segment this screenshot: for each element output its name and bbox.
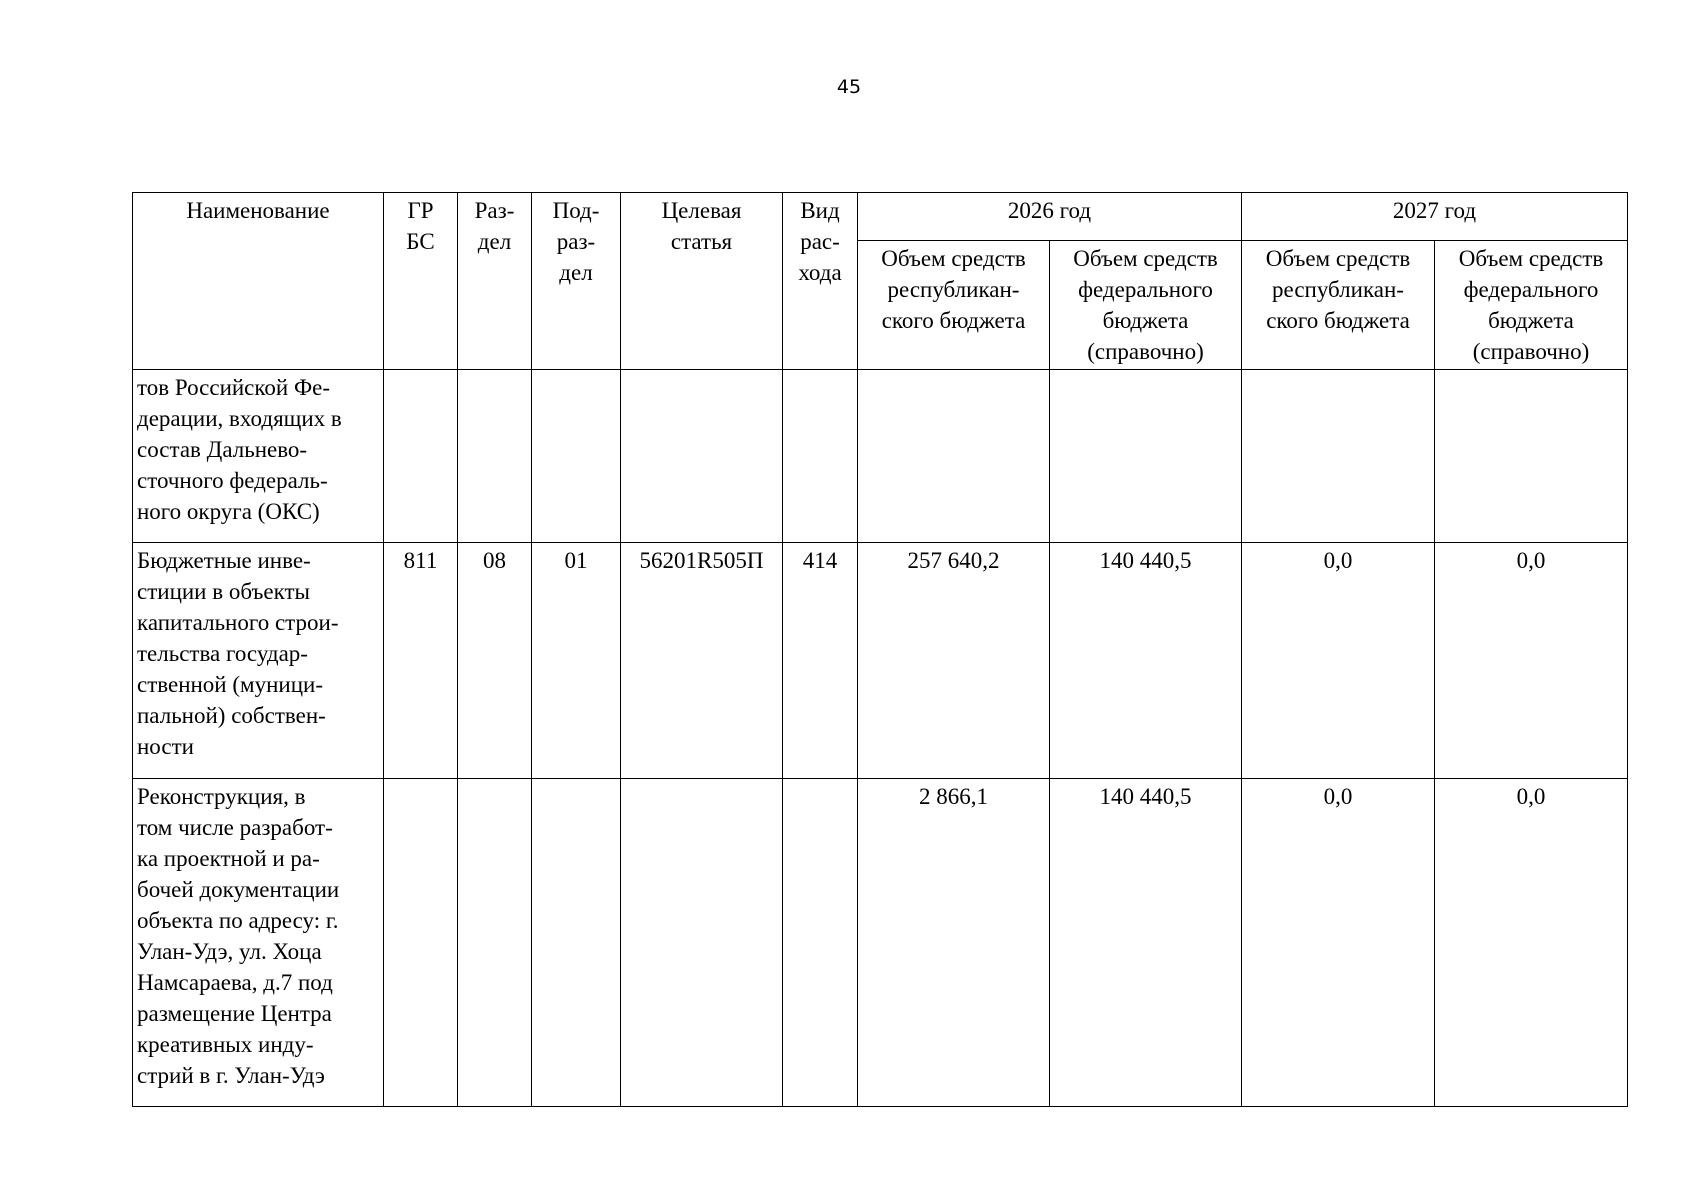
podrazdel-cell <box>532 779 621 1107</box>
razdel-cell: 08 <box>458 543 532 779</box>
header-podrazdel: Под- раз- дел <box>532 193 621 370</box>
vid-raskhoda-cell: 414 <box>783 543 858 779</box>
header-2026-federal: Объем средств федерального бюджета (справочно) <box>1050 241 1242 370</box>
tselevaya-statya-cell <box>621 779 783 1107</box>
vid-raskhoda-cell <box>783 370 858 543</box>
y2026-federal-cell: 140 440,5 <box>1050 779 1242 1107</box>
table-row <box>133 779 1628 1107</box>
header-2027-federal: Объем средств федерального бюджета (справочно) <box>1435 241 1628 370</box>
table-row <box>133 370 1628 543</box>
y2027-federal-cell <box>1435 370 1628 543</box>
header-name: Наименование <box>133 193 384 370</box>
podrazdel-cell: 01 <box>532 543 621 779</box>
header-vid-raskhoda: Вид рас- хода <box>783 193 858 370</box>
row-name-cell: Реконструкция, в том числе разработ- ка проектной и ра- бочей документации объекта по адресу: г. Улан-Удэ, ул. Хоца Намсараева, д.7 под размещение Центра креативных инду- стрий в г. Улан-Удэ <box>133 779 384 1107</box>
vid-raskhoda-cell <box>783 779 858 1107</box>
y2027-republican-cell: 0,0 <box>1242 779 1435 1107</box>
page-number: 45 <box>836 76 862 98</box>
tselevaya-statya-cell <box>621 370 783 543</box>
razdel-cell <box>458 370 532 543</box>
row-name-cell: Бюджетные инве- стиции в объекты капитального строи- тельства государ- ственной (муници- пальной) собствен- ности <box>133 543 384 779</box>
tselevaya-statya-cell: 56201R505П <box>621 543 783 779</box>
y2027-republican-cell: 0,0 <box>1242 543 1435 779</box>
grbs-cell <box>384 779 458 1107</box>
y2026-republican-cell: 257 640,2 <box>858 543 1050 779</box>
y2026-republican-cell <box>858 370 1050 543</box>
budget-table <box>132 192 1628 1107</box>
header-grbs: ГР БС <box>384 193 458 370</box>
table-row <box>133 543 1628 779</box>
grbs-cell: 811 <box>384 543 458 779</box>
grbs-cell <box>384 370 458 543</box>
header-year-2027: 2027 год <box>1242 193 1628 241</box>
razdel-cell <box>458 779 532 1107</box>
y2026-republican-cell: 2 866,1 <box>858 779 1050 1107</box>
header-2027-republican: Объем средств республикан- ского бюджета <box>1242 241 1435 370</box>
y2026-federal-cell: 140 440,5 <box>1050 543 1242 779</box>
podrazdel-cell <box>532 370 621 543</box>
header-2026-republican: Объем средств республикан- ского бюджета <box>858 241 1050 370</box>
y2026-federal-cell <box>1050 370 1242 543</box>
y2027-federal-cell: 0,0 <box>1435 779 1628 1107</box>
header-year-2026: 2026 год <box>858 193 1242 241</box>
row-name-cell: тов Российской Фе- дерации, входящих в состав Дальнево- сточного федераль- ного округа (ОКС) <box>133 370 384 543</box>
header-tselevaya-statya: Целевая статья <box>621 193 783 370</box>
header-razdel: Раз- дел <box>458 193 532 370</box>
y2027-federal-cell: 0,0 <box>1435 543 1628 779</box>
y2027-republican-cell <box>1242 370 1435 543</box>
